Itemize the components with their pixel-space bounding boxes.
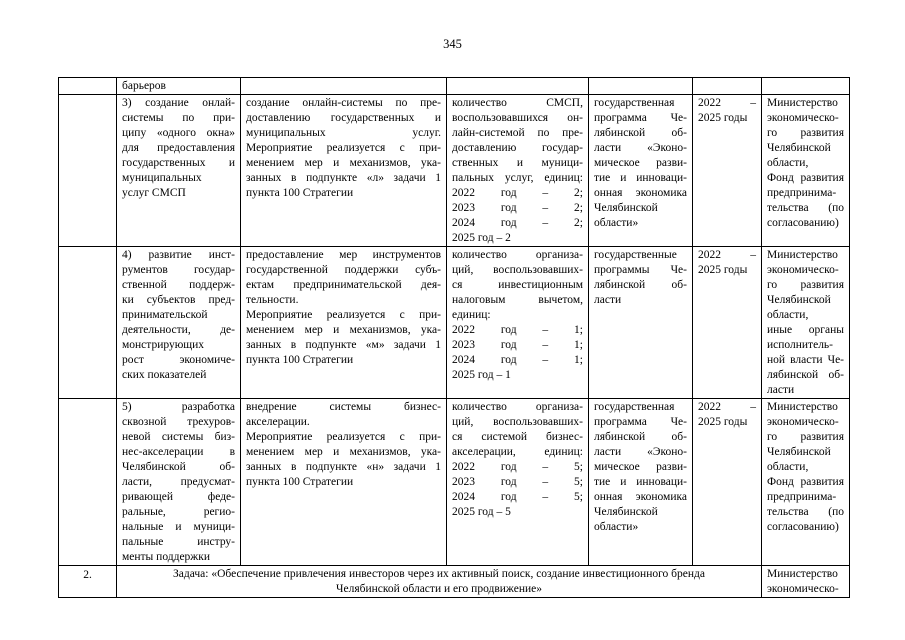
table-cell-col5 [589, 247, 693, 399]
table-cell-col2 [117, 95, 241, 247]
table-cell-col2 [117, 399, 241, 566]
table-cell-col6 [693, 399, 762, 566]
cell-line: экономическо- [767, 416, 839, 428]
cell-line: 2025 год – 2 [452, 232, 511, 244]
cell-line: тие и инноваци- [594, 172, 687, 184]
cell-line: ций, воспользовавших- [452, 264, 583, 276]
cell-line: Министерство [767, 249, 838, 261]
cell-line: ций, воспользовавших- [452, 416, 583, 428]
cell-line: внедрение системы бизнес- [246, 401, 441, 413]
cell-line: мическое разви- [594, 157, 687, 169]
table-cell-col3 [241, 247, 447, 399]
cell-line: налоговым вычетом, [452, 294, 583, 306]
cell-line: го развития [767, 279, 844, 291]
cell-line: согласованию) [767, 521, 839, 533]
cell-line: ласти [594, 294, 622, 306]
cell-line: предпринима- [767, 187, 837, 199]
cell-line: Мероприятие реализуется с при- [246, 309, 441, 321]
table-cell-col6 [693, 95, 762, 247]
table-cell [241, 78, 447, 95]
table-cell [762, 78, 850, 95]
cell-line: ся системой бизнес- [452, 431, 583, 443]
cell-line: пункта 100 Стратегии [246, 476, 354, 488]
cell-line: пальных услуг, единиц: [452, 172, 583, 184]
cell-line: доставлению государ- [452, 142, 583, 154]
cell-line: Министерство [767, 401, 838, 413]
cell-text: барьеров [122, 80, 166, 92]
cell-line: менением мер и механизмов, ука- [246, 446, 441, 458]
cell-line: Фонд развития [767, 172, 844, 184]
cell-line: 2022 – [698, 97, 756, 109]
cell-line: Мероприятие реализуется с при- [246, 142, 441, 154]
table-cell-col7 [762, 247, 850, 399]
cell-line: воспользовавшихся он- [452, 112, 583, 124]
table-cell-col4 [447, 95, 589, 247]
cell-line: 5) разработка [122, 401, 235, 413]
cell-line: 2022 год – 2; [452, 187, 583, 199]
cell-line: исполнитель- [767, 339, 834, 351]
cell-line: тельности. [246, 294, 299, 306]
cell-line: ектам предпринимательской дея- [246, 279, 441, 291]
cell-line: программа Че- [594, 416, 687, 428]
cell-line: единиц: [452, 309, 491, 321]
cell-line: рументов государ- [122, 264, 235, 276]
cell-line: Челябинской [594, 506, 658, 518]
cell-line: программы Че- [594, 264, 687, 276]
cell-line: 2022 год – 1; [452, 324, 583, 336]
table-cell [59, 247, 117, 399]
cell-line: ласти [767, 384, 795, 396]
cell-line: тельства (по [767, 202, 844, 214]
table-cell-col7 [762, 399, 850, 566]
cell-line: лябинской об- [594, 279, 687, 291]
table-cell [447, 78, 589, 95]
cell-line: экономическо- [767, 583, 839, 595]
cell-line: системы по при- [122, 112, 235, 124]
cell-line: лябинской об- [767, 369, 844, 381]
table-cell [59, 78, 117, 95]
cell-line: 2024 год – 2; [452, 217, 583, 229]
cell-line: иные органы [767, 324, 844, 336]
cell-line: предоставление мер инструментов [246, 249, 441, 261]
cell-line: 2025 годы [698, 264, 748, 276]
table-cell-col4 [447, 399, 589, 566]
table-cell-col5 [589, 399, 693, 566]
cell-line: количество СМСП, [452, 97, 583, 109]
cell-line: количество организа- [452, 249, 583, 261]
cell-line: сквозной трехуров- [122, 416, 235, 428]
cell-line: ки субъектов пред- [122, 294, 235, 306]
table-cell [59, 95, 117, 247]
cell-line: 2025 годы [698, 112, 748, 124]
cell-line: Челябинской [767, 446, 831, 458]
cell-line: государственной поддержки субъ- [246, 264, 441, 276]
cell-line: 2025 год – 1 [452, 369, 511, 381]
cell-line: ственных и муници- [452, 157, 583, 169]
cell-line: предпринима- [767, 491, 837, 503]
cell-line: 2024 год – 5; [452, 491, 583, 503]
cell-line: Челябинской [594, 202, 658, 214]
cell-line: ся инвестиционным [452, 279, 583, 291]
table-cell-col6 [693, 247, 762, 399]
table-row [59, 78, 850, 95]
cell-line: Министерство [767, 97, 838, 109]
table-row [59, 399, 850, 566]
task-text [117, 566, 762, 598]
cell-line: занных в подпункте «л» задачи 1 [246, 172, 441, 184]
cell-line: ласти «Эконо- [594, 142, 687, 154]
cell-line: ласти, предусмат- [122, 476, 235, 488]
cell-line: согласованию) [767, 217, 839, 229]
cell-line: государственная [594, 401, 675, 413]
cell-line: государственные [594, 249, 677, 261]
cell-line: ральные, регио- [122, 506, 235, 518]
cell-line: лайн-системой по пре- [452, 127, 583, 139]
cell-line: онная экономика [594, 187, 687, 199]
cell-line: принимательской [122, 309, 208, 321]
cell-line: ласти «Эконо- [594, 446, 687, 458]
cell-line: 2022 – [698, 401, 756, 413]
task-number: 2. [59, 566, 117, 598]
cell-line: услуг СМСП [122, 187, 186, 199]
table-cell [693, 78, 762, 95]
cell-line: лябинской об- [594, 127, 687, 139]
cell-line: Фонд развития [767, 476, 844, 488]
cell-line: пункта 100 Стратегии [246, 354, 354, 366]
cell-line: 2022 – [698, 249, 756, 261]
cell-line: доставлению государственных и [246, 112, 441, 124]
table-cell [117, 78, 241, 95]
cell-line: мическое разви- [594, 461, 687, 473]
cell-line: муниципальных услуг. [246, 127, 441, 139]
task-line: Задача: «Обеспечение привлечения инвесторов через их активный поиск, создание инвестиционного бренда [173, 568, 705, 580]
cell-line: менением мер и механизмов, ука- [246, 157, 441, 169]
cell-line: невой системы биз- [122, 431, 235, 443]
table-cell [59, 399, 117, 566]
cell-line: монстрирующих [122, 339, 205, 351]
cell-line: занных в подпункте «н» задачи 1 [246, 461, 441, 473]
cell-line: ских показателей [122, 369, 207, 381]
cell-line: государственная [594, 97, 675, 109]
cell-line: онная экономика [594, 491, 687, 503]
cell-line: рост экономиче- [122, 354, 235, 366]
table-cell-col5 [589, 95, 693, 247]
table-row [59, 95, 850, 247]
cell-line: области, [767, 157, 809, 169]
cell-line: Мероприятие реализуется с при- [246, 431, 441, 443]
cell-line: области, [767, 309, 809, 321]
task-row [59, 566, 850, 598]
cell-line: 4) развитие инст- [122, 249, 235, 261]
cell-line: Челябинской об- [122, 461, 235, 473]
cell-line: 2022 год – 5; [452, 461, 583, 473]
cell-line: области» [594, 217, 639, 229]
cell-line: занных в подпункте «м» задачи 1 [246, 339, 441, 351]
cell-line: муниципальных [122, 172, 202, 184]
cell-line: ципу «одного окна» [122, 127, 235, 139]
cell-line: количество организа- [452, 401, 583, 413]
cell-line: 2025 годы [698, 416, 748, 428]
cell-line: акселерации, единиц: [452, 446, 583, 458]
cell-line: ривающей феде- [122, 491, 235, 503]
cell-line: области, [767, 461, 809, 473]
cell-line: 2024 год – 1; [452, 354, 583, 366]
table-cell-col2 [117, 247, 241, 399]
cell-line: создание онлайн-системы по пре- [246, 97, 441, 109]
table-cell-col4 [447, 247, 589, 399]
cell-line: лябинской об- [594, 431, 687, 443]
table-row [59, 247, 850, 399]
cell-line: экономическо- [767, 112, 839, 124]
cell-line: го развития [767, 431, 844, 443]
page-number: 345 [443, 37, 462, 51]
task-line: Челябинской области и его продвижение» [336, 583, 542, 595]
cell-line: Челябинской [767, 142, 831, 154]
cell-line: менты поддержки [122, 551, 210, 563]
table-cell-col3 [241, 95, 447, 247]
cell-line: 2025 год – 5 [452, 506, 511, 518]
cell-line: Министерство [767, 568, 838, 580]
cell-line: нальные и муници- [122, 521, 235, 533]
cell-line: государственных и [122, 157, 235, 169]
activities-table [58, 77, 850, 598]
cell-line: деятельности, де- [122, 324, 235, 336]
cell-line: нес-акселерации в [122, 446, 235, 458]
table-cell-col7 [762, 95, 850, 247]
table-cell-col3 [241, 399, 447, 566]
cell-line: го развития [767, 127, 844, 139]
cell-line: тельства (по [767, 506, 844, 518]
cell-line: программа Че- [594, 112, 687, 124]
table-cell-col7 [762, 566, 850, 598]
cell-line: пальные инстру- [122, 536, 235, 548]
cell-line: акселерации. [246, 416, 310, 428]
cell-line: менением мер и механизмов, ука- [246, 324, 441, 336]
cell-line: 2023 год – 5; [452, 476, 583, 488]
cell-line: ственной поддерж- [122, 279, 235, 291]
cell-line: для предоставления [122, 142, 235, 154]
cell-line: ной власти Че- [767, 354, 844, 366]
cell-line: пункта 100 Стратегии [246, 187, 354, 199]
cell-line: области» [594, 521, 639, 533]
cell-line: Челябинской [767, 294, 831, 306]
cell-line: 2023 год – 1; [452, 339, 583, 351]
cell-line: 2023 год – 2; [452, 202, 583, 214]
cell-line: тие и инноваци- [594, 476, 687, 488]
cell-line: 3) создание онлай- [122, 97, 235, 109]
table-cell [589, 78, 693, 95]
cell-line: экономическо- [767, 264, 839, 276]
